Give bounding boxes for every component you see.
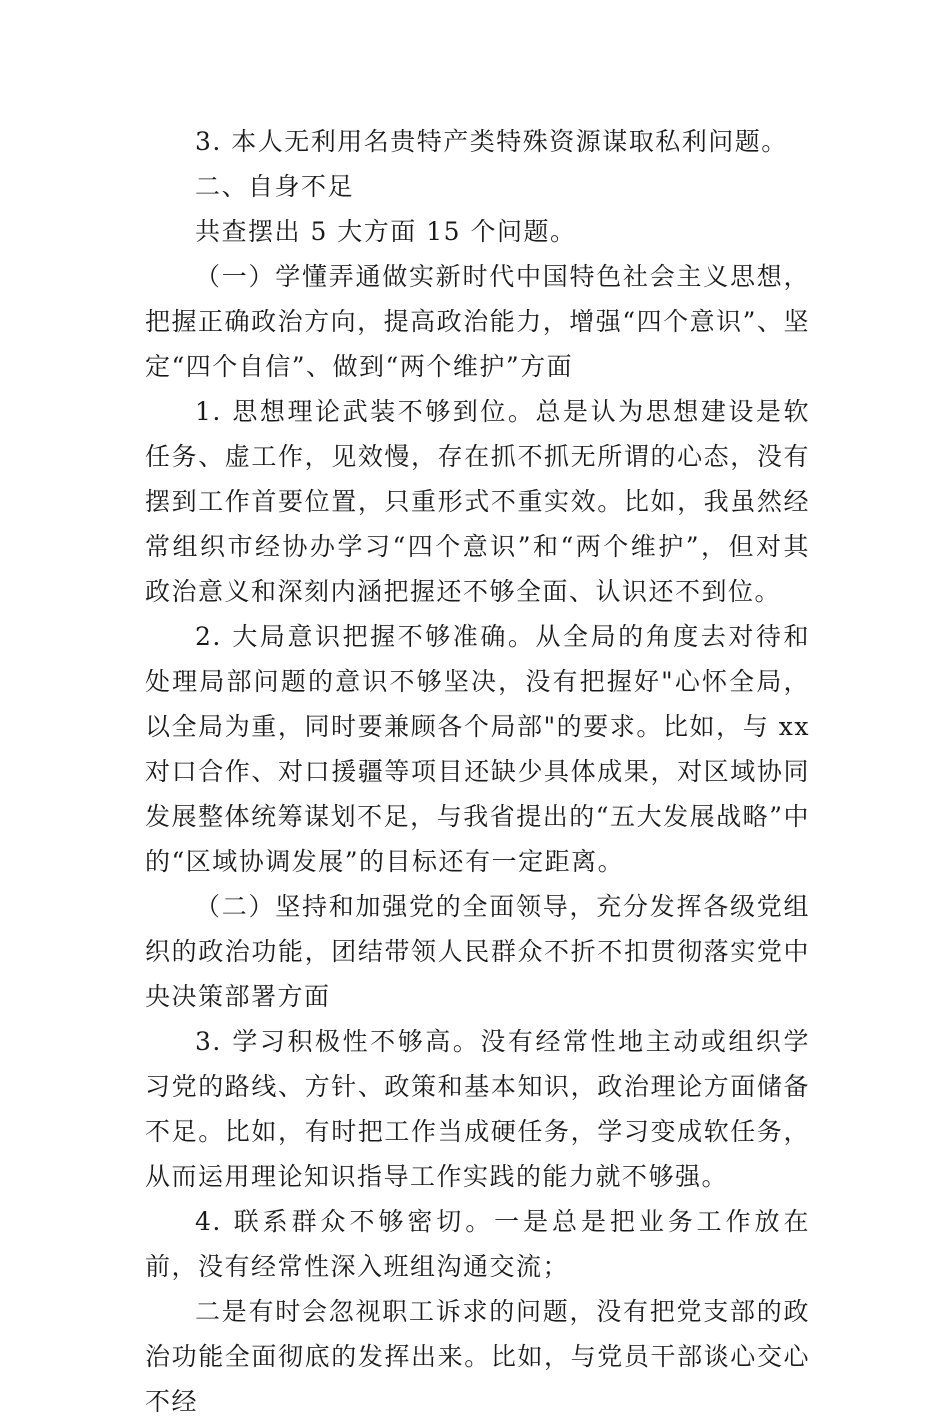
subsection-heading-2: （二）坚持和加强党的全面领导，充分发挥各级党组织的政治功能，团结带领人民群众不折不扣贯彻落实党中央决策部署方面: [145, 892, 810, 1011]
section-heading-shortcomings: 二、自身不足: [195, 172, 355, 201]
subsection-heading-1: （一）学懂弄通做实新时代中国特色社会主义思想，把握正确政治方向，提高政治能力，增强“四个意识”、坚定“四个自信”、做到“两个维护”方面: [145, 262, 810, 381]
paragraph-issue-4: 4. 联系群众不够密切。一是总是把业务工作放在前，没有经常性深入班组沟通交流；: [145, 1207, 810, 1281]
paragraph-issue-3: 3. 学习积极性不够高。没有经常性地主动或组织学习党的路线、方针、政策和基本知识，政治理论方面储备不足。比如，有时把工作当成硬任务，学习变成软任务，从而运用理论知识指导工作实践的能力就不够强。: [145, 1027, 810, 1191]
paragraph-issue-2: 2. 大局意识把握不够准确。从全局的角度去对待和处理局部问题的意识不够坚决，没有把握好"心怀全局，以全局为重，同时要兼顾各个局部"的要求。比如，与 xx 对口合作、对口援疆等项目还缺少具体成果，对区域协同发展整体统筹谋划不足，与我省提出的“五大发展战略”中的“区域协调发展”的目标还有一定距离。: [145, 622, 810, 876]
document-body: [145, 119, 810, 1424]
paragraph-summary: 共查摆出 5 大方面 15 个问题。: [195, 217, 577, 246]
paragraph-issue-4-continued: 二是有时会忽视职工诉求的问题，没有把党支部的政治功能全面彻底的发挥出来。比如，与党员干部谈心交心不经: [145, 1297, 810, 1416]
paragraph-item-3: 3. 本人无利用名贵特产类特殊资源谋取私利问题。: [195, 127, 788, 156]
paragraph-issue-1: 1. 思想理论武装不够到位。总是认为思想建设是软任务、虚工作，见效慢，存在抓不抓无所谓的心态，没有摆到工作首要位置，只重形式不重实效。比如，我虽然经常组织市经协办学习“四个意识”和“两个维护”，但对其政治意义和深刻内涵把握还不够全面、认识还不到位。: [145, 397, 810, 606]
